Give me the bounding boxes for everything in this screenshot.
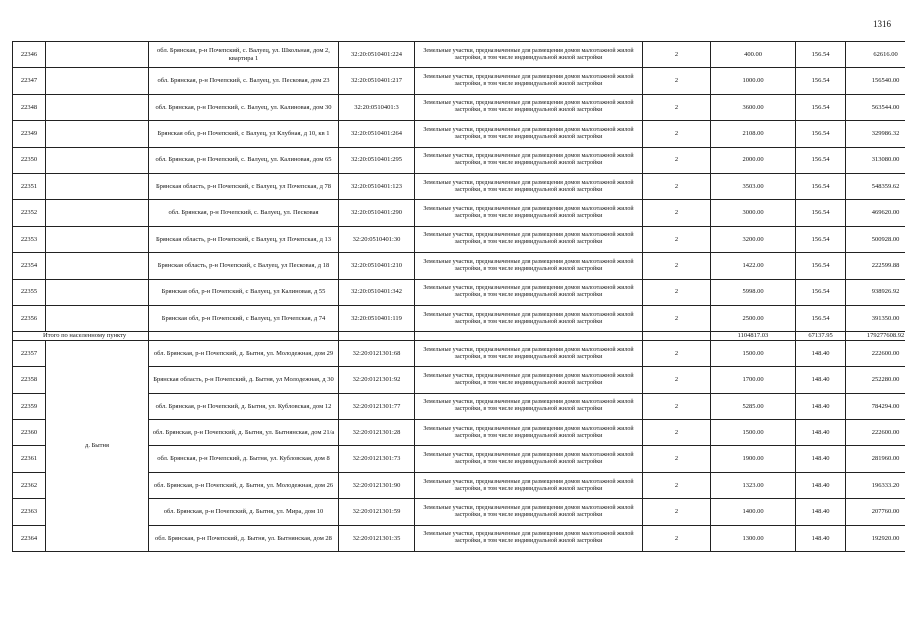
address-cell: обл. Брянская, р-н Почепский, д. Бытня, ул. Бытнянская, дом 21/а xyxy=(149,420,339,446)
address-cell: обл. Брянская, р-н Почепский, д. Бытня, ул. Кубловская, дом 12 xyxy=(149,393,339,419)
page-number: 1316 xyxy=(873,19,891,29)
area-cell: 3600.00 xyxy=(711,94,796,120)
area-cell: 1700.00 xyxy=(711,367,796,393)
area-cell: 1900.00 xyxy=(711,446,796,472)
address-cell: обл. Брянская, р-н Почепский, д. Бытня, ул. Молодежная, дом 29 xyxy=(149,340,339,366)
address-cell: Брянская обл, р-н Почепский, с Валуец, ул Клубная, д 10, кв 1 xyxy=(149,121,339,147)
row-number: 22359 xyxy=(13,393,46,419)
cadastral-number-cell: 32:20:0121301:59 xyxy=(339,499,415,525)
row-number: 22353 xyxy=(13,226,46,252)
address-cell: Брянская обл, р-н Почепский, с Валуец, ул Калиновая, д 55 xyxy=(149,279,339,305)
row-number: 22356 xyxy=(13,305,46,331)
row-number: 22354 xyxy=(13,253,46,279)
area-cell: 2500.00 xyxy=(711,305,796,331)
area-cell: 5998.00 xyxy=(711,279,796,305)
area-cell: 1323.00 xyxy=(711,472,796,498)
unit-price-cell: 156.54 xyxy=(796,253,846,279)
land-use-cell: Земельные участки, предназначенные для размещения домов малоэтажной жилой застройки, в том числе индивидуальной жилой застройки xyxy=(415,253,643,279)
unit-price-cell: 148.40 xyxy=(796,393,846,419)
unit-price-cell: 156.54 xyxy=(796,279,846,305)
cadastral-value-cell: 222599.88 xyxy=(846,253,905,279)
row-number: 22349 xyxy=(13,121,46,147)
address-cell: обл. Брянская, р-н Почепский, с. Валуец, ул. Песковая xyxy=(149,200,339,226)
category-cell: 2 xyxy=(643,367,711,393)
row-number: 22352 xyxy=(13,200,46,226)
address-cell: обл. Брянская, р-н Почепский, д. Бытня, ул. Молодежная, дом 26 xyxy=(149,472,339,498)
area-cell: 1300.00 xyxy=(711,525,796,551)
area-cell: 2000.00 xyxy=(711,147,796,173)
table-row xyxy=(13,340,905,366)
cadastral-value-cell: 391350.00 xyxy=(846,305,905,331)
cadastral-number-cell: 32:20:0121301:28 xyxy=(339,420,415,446)
cadastral-value-cell: 207760.00 xyxy=(846,499,905,525)
row-number: 22357 xyxy=(13,340,46,366)
unit-price-cell: 156.54 xyxy=(796,147,846,173)
cadastral-number-cell: 32:20:0510401:295 xyxy=(339,147,415,173)
cadastral-value-cell: 313080.00 xyxy=(846,147,905,173)
table-row xyxy=(13,305,905,331)
total-value: 179277608.92 xyxy=(846,332,905,341)
category-cell: 2 xyxy=(643,279,711,305)
area-cell: 3503.00 xyxy=(711,173,796,199)
row-number: 22364 xyxy=(13,525,46,551)
table-row xyxy=(13,94,905,120)
table-row xyxy=(13,147,905,173)
land-use-cell: Земельные участки, предназначенные для размещения домов малоэтажной жилой застройки, в том числе индивидуальной жилой застройки xyxy=(415,279,643,305)
row-number: 22362 xyxy=(13,472,46,498)
area-cell: 5285.00 xyxy=(711,393,796,419)
table-row xyxy=(13,200,905,226)
cadastral-value-cell: 281960.00 xyxy=(846,446,905,472)
land-use-cell: Земельные участки, предназначенные для размещения домов малоэтажной жилой застройки, в том числе индивидуальной жилой застройки xyxy=(415,305,643,331)
category-cell: 2 xyxy=(643,200,711,226)
category-cell: 2 xyxy=(643,472,711,498)
cadastral-number-cell: 32:20:0510401:290 xyxy=(339,200,415,226)
address-cell: Брянская область, р-н Почепский, с Валуец, ул Песковая, д 18 xyxy=(149,253,339,279)
row-number: 22350 xyxy=(13,147,46,173)
area-cell: 1422.00 xyxy=(711,253,796,279)
cadastral-number-cell: 32:20:0121301:77 xyxy=(339,393,415,419)
category-cell: 2 xyxy=(643,340,711,366)
cadastral-number-cell: 32:20:0510401:217 xyxy=(339,68,415,94)
cadastral-number-cell: 32:20:0121301:68 xyxy=(339,340,415,366)
land-use-cell: Земельные участки, предназначенные для размещения домов малоэтажной жилой застройки, в том числе индивидуальной жилой застройки xyxy=(415,173,643,199)
category-cell: 2 xyxy=(643,305,711,331)
table-row xyxy=(13,42,905,68)
table-body-section-1 xyxy=(13,42,905,332)
unit-price-cell: 148.40 xyxy=(796,340,846,366)
locality-cell xyxy=(46,305,149,331)
unit-price-cell: 148.40 xyxy=(796,499,846,525)
land-use-cell: Земельные участки, предназначенные для размещения домов малоэтажной жилой застройки, в том числе индивидуальной жилой застройки xyxy=(415,226,643,252)
area-cell: 3000.00 xyxy=(711,200,796,226)
table-row xyxy=(13,279,905,305)
cadastral-value-cell: 192920.00 xyxy=(846,525,905,551)
unit-price-cell: 156.54 xyxy=(796,173,846,199)
locality-cell xyxy=(46,173,149,199)
category-cell: 2 xyxy=(643,420,711,446)
land-use-cell: Земельные участки, предназначенные для размещения домов малоэтажной жилой застройки, в том числе индивидуальной жилой застройки xyxy=(415,68,643,94)
land-use-cell: Земельные участки, предназначенные для размещения домов малоэтажной жилой застройки, в том числе индивидуальной жилой застройки xyxy=(415,499,643,525)
row-number: 22346 xyxy=(13,42,46,68)
category-cell: 2 xyxy=(643,253,711,279)
table-row xyxy=(13,226,905,252)
total-row xyxy=(13,332,905,341)
cadastral-value-cell: 500928.00 xyxy=(846,226,905,252)
cadastral-value-cell: 222600.00 xyxy=(846,340,905,366)
row-number: 22347 xyxy=(13,68,46,94)
total-price: 67137.95 xyxy=(796,332,846,341)
table-row xyxy=(13,253,905,279)
cadastral-number-cell: 32:20:0510401:342 xyxy=(339,279,415,305)
area-cell: 400.00 xyxy=(711,42,796,68)
cadastral-value-cell: 329986.32 xyxy=(846,121,905,147)
category-cell: 2 xyxy=(643,393,711,419)
cadastral-value-cell: 62616.00 xyxy=(846,42,905,68)
cadastral-number-cell: 32:20:0510401:224 xyxy=(339,42,415,68)
area-cell: 1400.00 xyxy=(711,499,796,525)
category-cell: 2 xyxy=(643,499,711,525)
category-cell: 2 xyxy=(643,226,711,252)
area-cell: 1500.00 xyxy=(711,420,796,446)
category-cell: 2 xyxy=(643,525,711,551)
cadastral-value-cell: 222600.00 xyxy=(846,420,905,446)
cadastral-number-cell: 32:20:0121301:90 xyxy=(339,472,415,498)
total-section xyxy=(13,332,905,341)
cadastral-value-cell: 156540.00 xyxy=(846,68,905,94)
cadastral-number-cell: 32:20:0510401:119 xyxy=(339,305,415,331)
table-row xyxy=(13,68,905,94)
unit-price-cell: 156.54 xyxy=(796,42,846,68)
land-use-cell: Земельные участки, предназначенные для размещения домов малоэтажной жилой застройки, в том числе индивидуальной жилой застройки xyxy=(415,121,643,147)
row-number: 22355 xyxy=(13,279,46,305)
land-use-cell: Земельные участки, предназначенные для размещения домов малоэтажной жилой застройки, в том числе индивидуальной жилой застройки xyxy=(415,367,643,393)
unit-price-cell: 156.54 xyxy=(796,121,846,147)
category-cell: 2 xyxy=(643,446,711,472)
category-cell: 2 xyxy=(643,147,711,173)
cadastral-number-cell: 32:20:0121301:35 xyxy=(339,525,415,551)
cadastral-value-cell: 469620.00 xyxy=(846,200,905,226)
cadastral-value-cell: 563544.00 xyxy=(846,94,905,120)
category-cell: 2 xyxy=(643,173,711,199)
category-cell: 2 xyxy=(643,68,711,94)
row-number: 22361 xyxy=(13,446,46,472)
unit-price-cell: 156.54 xyxy=(796,226,846,252)
table-row xyxy=(13,173,905,199)
cadastral-number-cell: 32:20:0510401:3 xyxy=(339,94,415,120)
row-number: 22360 xyxy=(13,420,46,446)
cadastral-number-cell: 32:20:0510401:210 xyxy=(339,253,415,279)
land-use-cell: Земельные участки, предназначенные для размещения домов малоэтажной жилой застройки, в том числе индивидуальной жилой застройки xyxy=(415,200,643,226)
address-cell: Брянская область, р-н Почепский, с Валуец, ул Почепская, д 13 xyxy=(149,226,339,252)
locality-name: д. Бытня xyxy=(46,340,149,551)
cadastral-value-cell: 196333.20 xyxy=(846,472,905,498)
row-number: 22351 xyxy=(13,173,46,199)
category-cell: 2 xyxy=(643,94,711,120)
table-row xyxy=(13,121,905,147)
land-use-cell: Земельные участки, предназначенные для размещения домов малоэтажной жилой застройки, в том числе индивидуальной жилой застройки xyxy=(415,42,643,68)
land-use-cell: Земельные участки, предназначенные для размещения домов малоэтажной жилой застройки, в том числе индивидуальной жилой застройки xyxy=(415,525,643,551)
unit-price-cell: 148.40 xyxy=(796,446,846,472)
unit-price-cell: 148.40 xyxy=(796,472,846,498)
unit-price-cell: 148.40 xyxy=(796,525,846,551)
locality-cell xyxy=(46,42,149,68)
land-use-cell: Земельные участки, предназначенные для размещения домов малоэтажной жилой застройки, в том числе индивидуальной жилой застройки xyxy=(415,147,643,173)
land-use-cell: Земельные участки, предназначенные для размещения домов малоэтажной жилой застройки, в том числе индивидуальной жилой застройки xyxy=(415,393,643,419)
unit-price-cell: 156.54 xyxy=(796,68,846,94)
address-cell: обл. Брянская, р-н Почепский, д. Бытня, ул. Бытнянская, дом 28 xyxy=(149,525,339,551)
total-label: Итого по населенному пункту xyxy=(13,332,149,341)
unit-price-cell: 156.54 xyxy=(796,305,846,331)
unit-price-cell: 148.40 xyxy=(796,367,846,393)
cadastral-number-cell: 32:20:0121301:92 xyxy=(339,367,415,393)
cadastral-value-cell: 938926.92 xyxy=(846,279,905,305)
locality-cell xyxy=(46,147,149,173)
locality-cell xyxy=(46,94,149,120)
address-cell: обл. Брянская, р-н Почепский, с. Валуец, ул. Калиновая, дом 65 xyxy=(149,147,339,173)
cadastral-value-cell: 548359.62 xyxy=(846,173,905,199)
locality-cell xyxy=(46,253,149,279)
address-cell: обл. Брянская, р-н Почепский, д. Бытня, ул. Кубловская, дом 8 xyxy=(149,446,339,472)
area-cell: 1000.00 xyxy=(711,68,796,94)
land-use-cell: Земельные участки, предназначенные для размещения домов малоэтажной жилой застройки, в том числе индивидуальной жилой застройки xyxy=(415,446,643,472)
total-area: 1104817.03 xyxy=(711,332,796,341)
table-body-section-2 xyxy=(13,340,905,551)
unit-price-cell: 156.54 xyxy=(796,200,846,226)
land-use-cell: Земельные участки, предназначенные для размещения домов малоэтажной жилой застройки, в том числе индивидуальной жилой застройки xyxy=(415,472,643,498)
cadastral-number-cell: 32:20:0510401:264 xyxy=(339,121,415,147)
cadastral-value-cell: 252280.00 xyxy=(846,367,905,393)
locality-cell xyxy=(46,68,149,94)
address-cell: Брянская область, р-н Почепский, с Валуец, ул Почепская, д 78 xyxy=(149,173,339,199)
locality-cell xyxy=(46,121,149,147)
cadastral-number-cell: 32:20:0121301:73 xyxy=(339,446,415,472)
cadastral-number-cell: 32:20:0510401:123 xyxy=(339,173,415,199)
row-number: 22358 xyxy=(13,367,46,393)
land-use-cell: Земельные участки, предназначенные для размещения домов малоэтажной жилой застройки, в том числе индивидуальной жилой застройки xyxy=(415,420,643,446)
row-number: 22363 xyxy=(13,499,46,525)
address-cell: обл. Брянская, р-н Почепский, д. Бытня, ул. Мира, дом 10 xyxy=(149,499,339,525)
address-cell: Брянская область, р-н Почепский, д. Бытня, ул Молодежная, д 30 xyxy=(149,367,339,393)
cadastral-number-cell: 32:20:0510401:30 xyxy=(339,226,415,252)
area-cell: 3200.00 xyxy=(711,226,796,252)
unit-price-cell: 156.54 xyxy=(796,94,846,120)
land-use-cell: Земельные участки, предназначенные для размещения домов малоэтажной жилой застройки, в том числе индивидуальной жилой застройки xyxy=(415,94,643,120)
land-registry-table xyxy=(12,41,905,552)
area-cell: 1500.00 xyxy=(711,340,796,366)
locality-cell xyxy=(46,200,149,226)
address-cell: Брянская обл, р-н Почепский, с Валуец, ул Почепская, д 74 xyxy=(149,305,339,331)
locality-cell xyxy=(46,279,149,305)
unit-price-cell: 148.40 xyxy=(796,420,846,446)
land-use-cell: Земельные участки, предназначенные для размещения домов малоэтажной жилой застройки, в том числе индивидуальной жилой застройки xyxy=(415,340,643,366)
cadastral-value-cell: 784294.00 xyxy=(846,393,905,419)
address-cell: обл. Брянская, р-н Почепский, с. Валуец, ул. Школьная, дом 2, квартира 1 xyxy=(149,42,339,68)
area-cell: 2108.00 xyxy=(711,121,796,147)
address-cell: обл. Брянская, р-н Почепский, с. Валуец, ул. Песковая, дом 23 xyxy=(149,68,339,94)
category-cell: 2 xyxy=(643,42,711,68)
address-cell: обл. Брянская, р-н Почепский, с. Валуец, ул. Калиновая, дом 30 xyxy=(149,94,339,120)
locality-cell xyxy=(46,226,149,252)
category-cell: 2 xyxy=(643,121,711,147)
row-number: 22348 xyxy=(13,94,46,120)
